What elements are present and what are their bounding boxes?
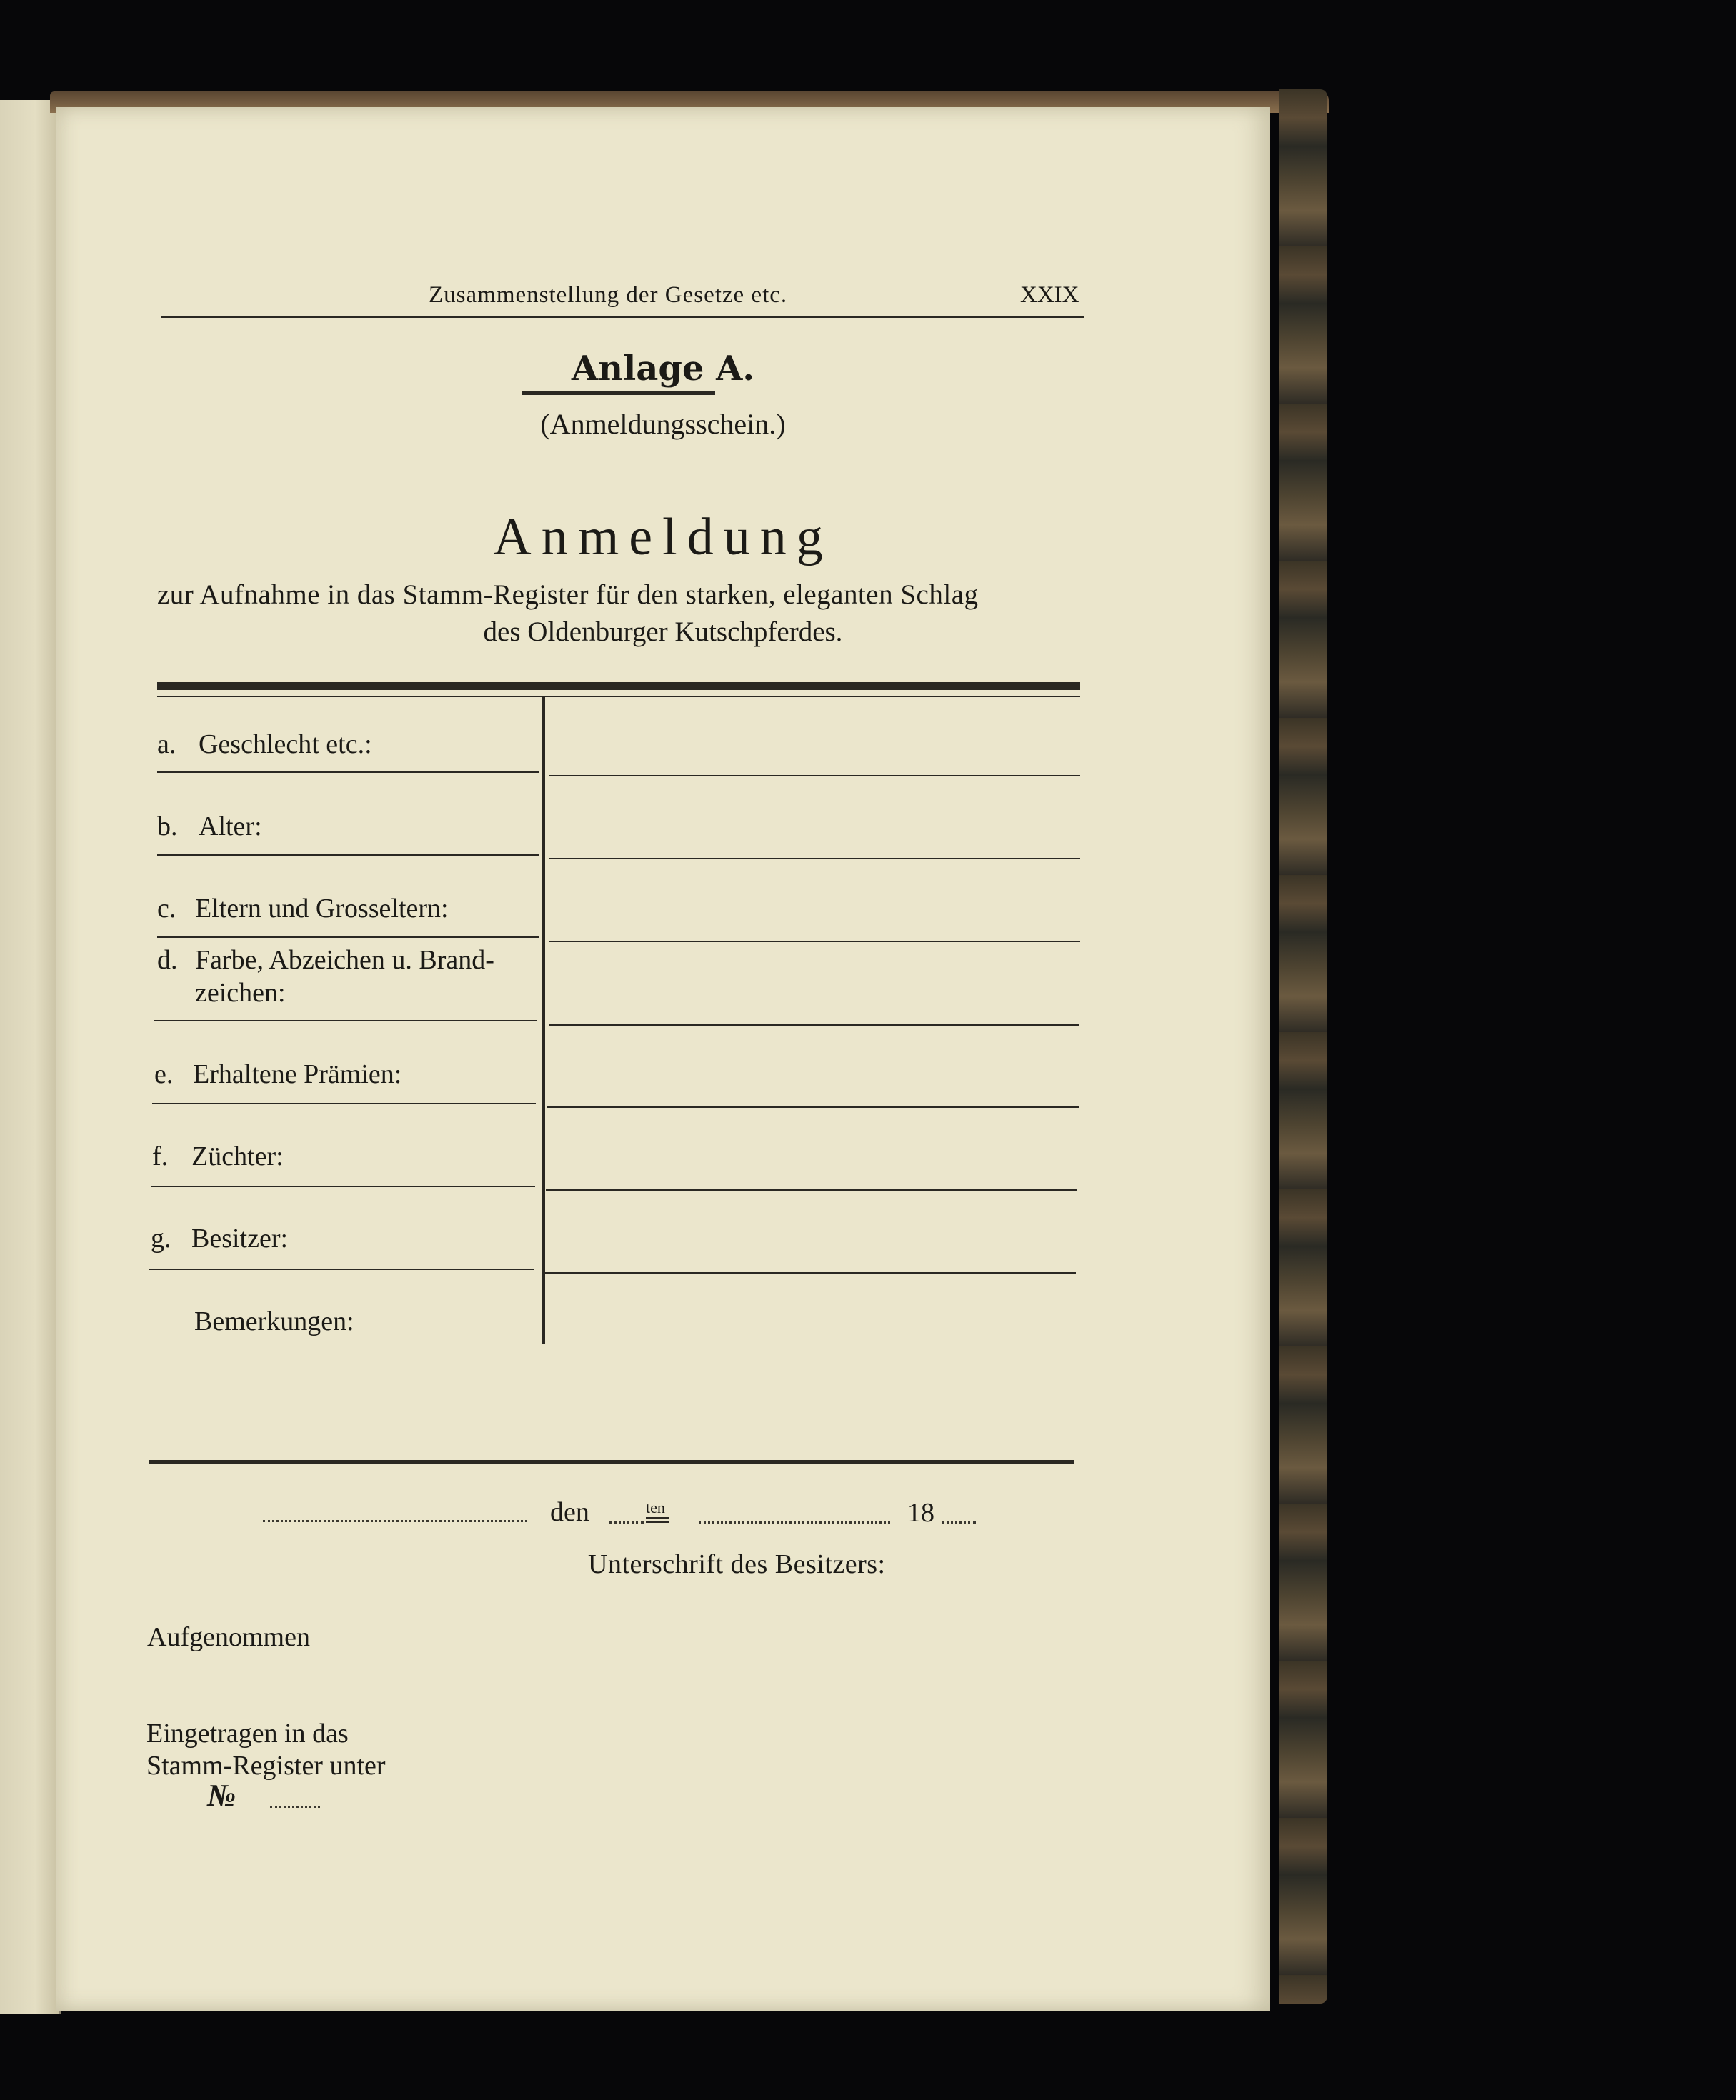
row-e-left-rule bbox=[152, 1103, 536, 1104]
eingetragen-line2: Stamm-Register unter bbox=[146, 1751, 386, 1781]
row-letter-d: d. bbox=[157, 945, 178, 975]
row-label-alter: Alter: bbox=[199, 811, 262, 841]
row-f-left-rule bbox=[151, 1186, 535, 1187]
row-label-geschlecht: Geschlecht etc.: bbox=[199, 729, 372, 759]
row-letter-e: e. bbox=[154, 1059, 174, 1089]
den-label: den bbox=[550, 1497, 589, 1527]
row-label-eltern: Eltern und Grosseltern: bbox=[195, 894, 449, 924]
table-bottom-rule bbox=[149, 1460, 1074, 1464]
row-label-farbe-cont: zeichen: bbox=[195, 978, 286, 1008]
signature-label: Unterschrift des Besitzers: bbox=[588, 1549, 886, 1579]
table-column-divider bbox=[542, 697, 545, 1344]
register-number-blank[interactable] bbox=[270, 1806, 320, 1808]
row-d-left-rule bbox=[154, 1020, 537, 1021]
row-letter-c: c. bbox=[157, 894, 176, 924]
row-a-right-rule[interactable] bbox=[549, 775, 1080, 776]
row-label-besitzer: Besitzer: bbox=[191, 1224, 289, 1254]
eingetragen-line1: Eingetragen in das bbox=[146, 1719, 349, 1749]
header-rule bbox=[161, 316, 1084, 318]
row-a-left-rule bbox=[157, 771, 539, 773]
row-label-zuechter: Züchter: bbox=[191, 1141, 284, 1171]
ten-underline-2 bbox=[646, 1521, 669, 1523]
page-number: XXIX bbox=[1020, 282, 1079, 308]
row-label-farbe: Farbe, Abzeichen u. Brand- bbox=[195, 945, 494, 975]
year-prefix: 18 bbox=[907, 1498, 934, 1528]
row-letter-f: f. bbox=[152, 1141, 169, 1171]
day-blank[interactable] bbox=[609, 1521, 644, 1524]
row-e-right-rule[interactable] bbox=[547, 1106, 1079, 1108]
row-letter-b: b. bbox=[157, 811, 178, 841]
row-b-right-rule[interactable] bbox=[549, 858, 1080, 859]
form-intro-line2: des Oldenburger Kutschpferdes. bbox=[483, 616, 843, 647]
number-sign: № bbox=[207, 1778, 236, 1813]
year-blank[interactable] bbox=[942, 1521, 976, 1524]
anlage-title-underline bbox=[522, 391, 715, 395]
row-label-praemien: Erhaltene Prämien: bbox=[193, 1059, 402, 1089]
row-c-right-rule[interactable] bbox=[549, 941, 1080, 942]
anlage-subtitle: (Anmeldungsschein.) bbox=[540, 408, 786, 440]
row-f-right-rule[interactable] bbox=[546, 1189, 1077, 1191]
row-d-right-rule[interactable] bbox=[549, 1024, 1079, 1026]
row-g-right-rule[interactable] bbox=[544, 1272, 1076, 1274]
table-top-thin-rule bbox=[157, 696, 1080, 697]
ten-superscript: ten bbox=[646, 1499, 665, 1516]
row-letter-g: g. bbox=[151, 1224, 171, 1254]
form-title: Anmeldung bbox=[493, 508, 833, 566]
anlage-title: Anlage A. bbox=[571, 349, 755, 389]
running-title: Zusammenstellung der Gesetze etc. bbox=[429, 282, 788, 308]
table-top-thick-rule bbox=[157, 682, 1080, 690]
month-blank[interactable] bbox=[699, 1521, 890, 1524]
aufgenommen-label: Aufgenommen bbox=[147, 1622, 310, 1652]
row-letter-a: a. bbox=[157, 729, 176, 759]
place-blank[interactable] bbox=[263, 1520, 527, 1522]
row-b-left-rule bbox=[157, 854, 539, 856]
row-c-left-rule bbox=[157, 936, 539, 938]
previous-page-edge bbox=[0, 100, 61, 2014]
form-intro-line1: zur Aufnahme in das Stamm-Register für den starken, eleganten Schlag bbox=[157, 579, 979, 610]
row-g-left-rule bbox=[149, 1269, 534, 1270]
book-spine bbox=[1279, 89, 1327, 2004]
ten-underline-1 bbox=[646, 1517, 669, 1519]
row-label-bemerkungen: Bemerkungen: bbox=[194, 1306, 354, 1336]
document-page bbox=[56, 107, 1270, 2011]
